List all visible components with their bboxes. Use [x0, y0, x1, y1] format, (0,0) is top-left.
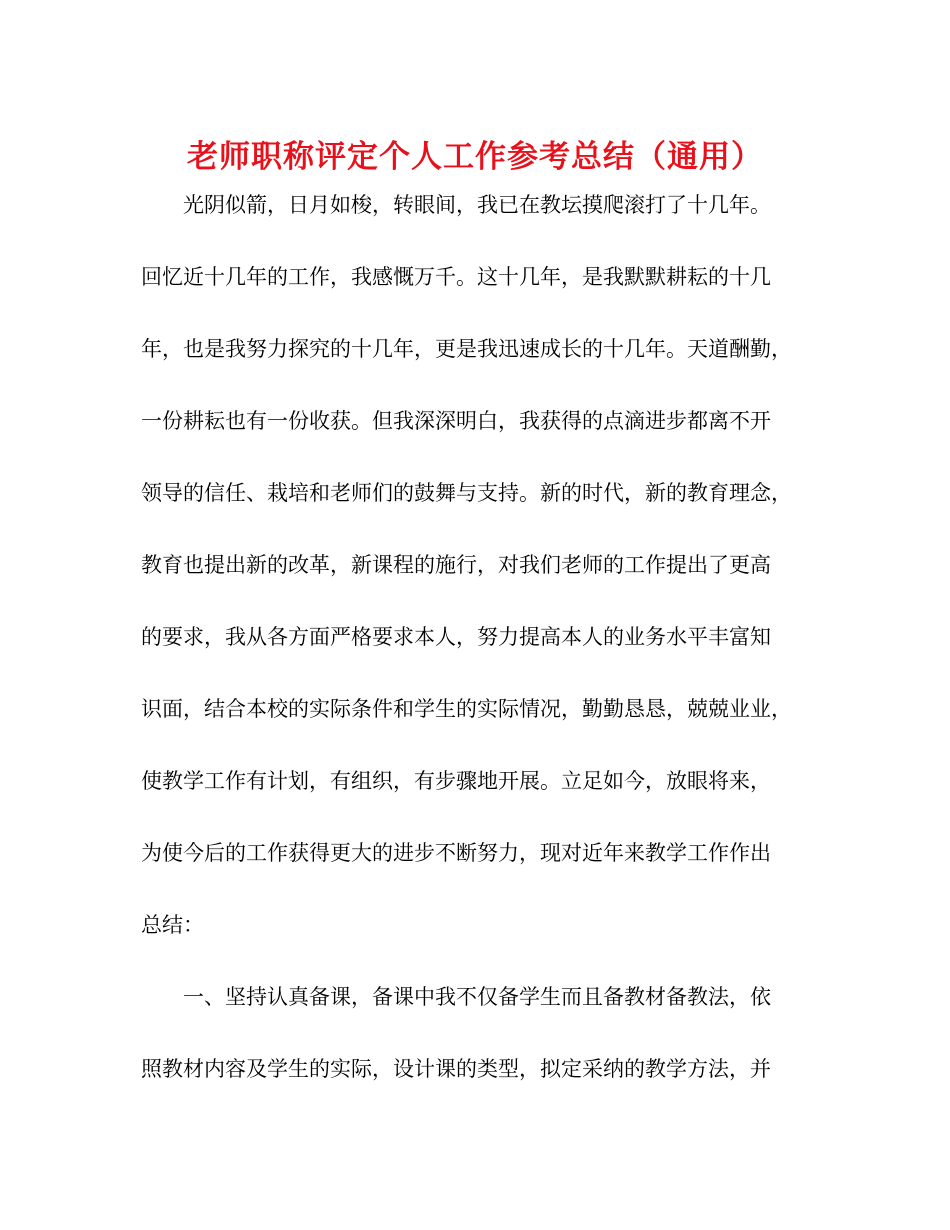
- paragraph-line: 领导的信任、栽培和老师们的鼓舞与支持。新的时代，新的教育理念，: [141, 481, 792, 505]
- paragraph-line: 教育也提出新的改革，新课程的施行，对我们老师的工作提出了更高: [141, 553, 771, 577]
- paragraph-line: 年，也是我努力探究的十几年，更是我迅速成长的十几年。天道酬勤，: [141, 337, 792, 361]
- paragraph-line: 照教材内容及学生的实际，设计课的类型，拟定采纳的教学方法，并: [141, 1057, 771, 1081]
- paragraph-line: 一、坚持认真备课，备课中我不仅备学生而且备教材备教法，依: [141, 985, 771, 1009]
- paragraph-line: 光阴似箭，日月如梭，转眼间，我已在教坛摸爬滚打了十几年。: [141, 193, 771, 217]
- paragraph-line: 使教学工作有计划，有组织，有步骤地开展。立足如今，放眼将来，: [141, 769, 771, 793]
- paragraph-line: 的要求，我从各方面严格要求本人，努力提高本人的业务水平丰富知: [141, 625, 771, 649]
- paragraph-line: 总结：: [141, 913, 204, 937]
- paragraph-line: 为使今后的工作获得更大的进步不断努力，现对近年来教学工作作出: [141, 841, 771, 865]
- paragraph-line: 识面，结合本校的实际条件和学生的实际情况，勤勤恳恳，兢兢业业，: [141, 697, 792, 721]
- document-title: 老师职称评定个人工作参考总结（通用）: [187, 139, 763, 175]
- paragraph-line: 回忆近十几年的工作，我感慨万千。这十几年，是我默默耕耘的十几: [141, 265, 771, 289]
- paragraph-line: 一份耕耘也有一份收获。但我深深明白，我获得的点滴进步都离不开: [141, 409, 771, 433]
